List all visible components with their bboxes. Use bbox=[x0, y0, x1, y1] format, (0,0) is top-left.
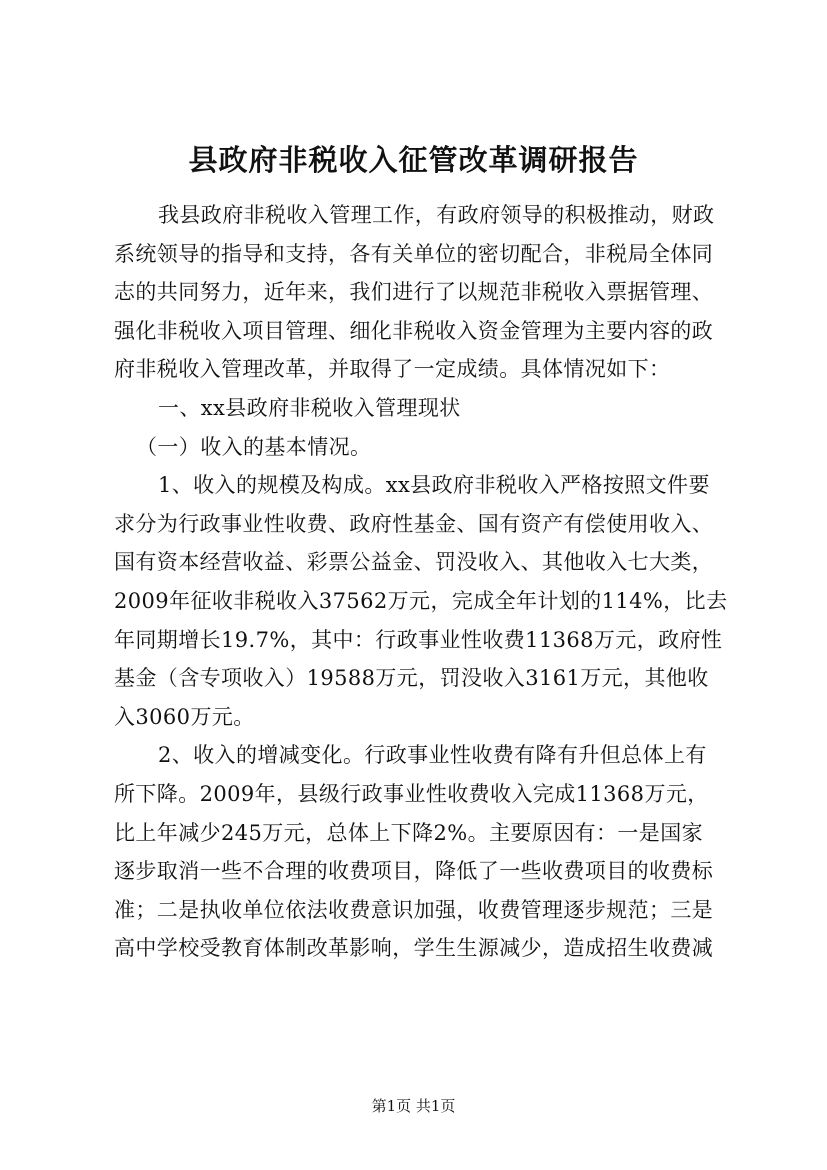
paragraph-line: 比上年减少245万元，总体上下降2%。主要原因有：一是国家 bbox=[114, 820, 703, 845]
paragraph-line: 准；二是执收单位依法收费意识加强，收费管理逐步规范；三是 bbox=[114, 897, 714, 922]
paragraph-line: 系统领导的指导和支持，各有关单位的密切配合，非税局全体同 bbox=[114, 241, 714, 266]
paragraph-line: 志的共同努力，近年来，我们进行了以规范非税收入票据管理、 bbox=[114, 280, 714, 305]
paragraph-line: 求分为行政事业性收费、政府性基金、国有资产有偿使用收入、 bbox=[114, 511, 714, 536]
paragraph-line: 基金（含专项收入）19588万元，罚没收入3161万元，其他收 bbox=[114, 666, 709, 691]
paragraph-line: 我县政府非税收入管理工作，有政府领导的积极推动，财政 bbox=[158, 203, 715, 227]
document-title: 县政府非税收入征管改革调研报告 bbox=[188, 143, 639, 177]
paragraph-line: 入3060万元。 bbox=[114, 704, 255, 729]
paragraph-line: 2、收入的增减变化。行政事业性收费有降有升但总体上有 bbox=[158, 743, 707, 768]
paragraph-line: 2009年征收非税收入37562万元，完成全年计划的114%，比去 bbox=[114, 588, 728, 613]
paragraph-line: 强化非税收入项目管理、细化非税收入资金管理为主要内容的政 bbox=[114, 318, 714, 343]
document-body bbox=[114, 196, 728, 968]
paragraph-line: 所下降。2009年，县级行政事业性收费收入完成11368万元， bbox=[114, 781, 709, 806]
subsection-heading: （一）收入的基本情况。 bbox=[136, 434, 372, 459]
paragraph-line: 1、收入的规模及构成。xx县政府非税收入严格按照文件要 bbox=[158, 473, 710, 498]
paragraph-line: 府非税收入管理改革，并取得了一定成绩。具体情况如下： bbox=[114, 357, 671, 382]
page-footer: 第1页 共1页 bbox=[371, 1097, 456, 1115]
section-heading: 一、xx县政府非税收入管理现状 bbox=[158, 395, 461, 420]
paragraph-line: 国有资本经营收益、彩票公益金、罚没收入、其他收入七大类， bbox=[114, 550, 714, 575]
paragraph-line: 逐步取消一些不合理的收费项目，降低了一些收费项目的收费标 bbox=[114, 859, 714, 884]
paragraph-line: 年同期增长19.7%，其中：行政事业性收费11368万元，政府性 bbox=[114, 627, 723, 652]
paragraph-line: 高中学校受教育体制改革影响，学生生源减少，造成招生收费减 bbox=[114, 936, 714, 961]
